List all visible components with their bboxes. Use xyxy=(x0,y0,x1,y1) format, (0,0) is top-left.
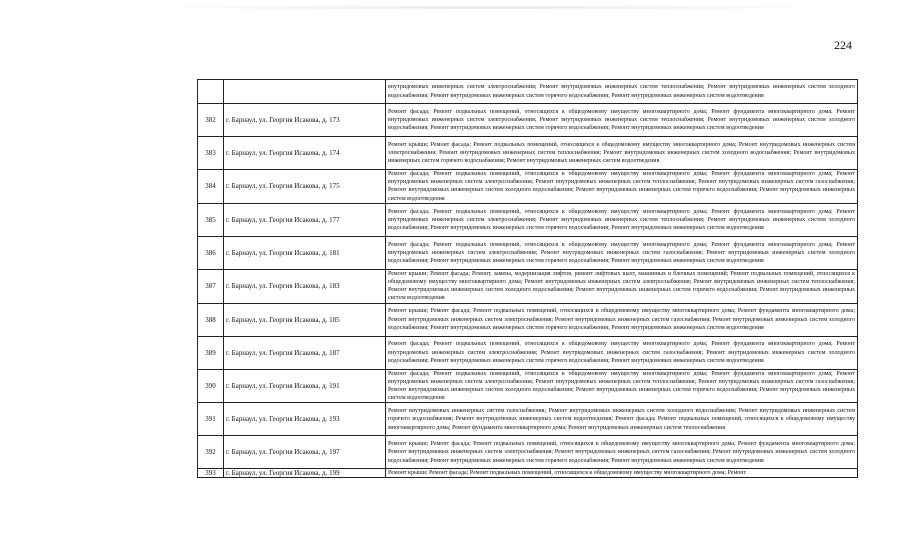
row-number: 385 xyxy=(198,203,224,236)
row-number: 390 xyxy=(198,369,224,403)
row-address xyxy=(224,80,386,104)
table-row xyxy=(198,170,858,204)
row-address: г. Барнаул, ул. Георгия Исакова, д. 181 xyxy=(224,236,386,269)
row-number: 387 xyxy=(198,269,224,303)
table-row xyxy=(198,336,858,369)
row-address: г. Барнаул, ул. Георгия Исакова, д. 175 xyxy=(224,170,386,204)
page-number: 224 xyxy=(834,38,852,52)
row-works: Ремонт фасада; Ремонт подвальных помещений, относящихся к общедомовому имуществу многоквартирного дома; Ремонт фундамента многоквартирного дома; Ремонт внутридомовых инженерных систем электроснабжения; Ремонт внутридомовых инженерных систем теплоснабжения; Ремонт внутридомовых инженерных систем газоснабжения; Ремонт внутридомовых инженерных систем холодного водоснабжения; Ремонт внутридомовых инженерных систем горячего водоснабжения; Ремонт внутридомовых инженерных систем водоотведения xyxy=(386,369,858,403)
row-works: Ремонт крыши; Ремонт фасада; Ремонт подвальных помещений, относящихся к общедомовому имуществу многоквартирного дома; Ремонт фундамента многоквартирного дома; Ремонт внутридомовых инженерных систем электроснабжения; Ремонт внутридомовых инженерных систем газоснабжения; Ремонт внутридомовых инженерных систем холодного водоснабжения; Ремонт внутридомовых инженерных систем горячего водоснабжения; Ремонт внутридомовых инженерных систем водоотведения xyxy=(386,303,858,336)
row-works: Ремонт крыши; Ремонт фасада; Ремонт подвальных помещений, относящихся к общедомовому имуществу многоквартирного дома; Ремонт фундамента многоквартирного дома; Ремонт внутридомовых инженерных систем электроснабжения; Ремонт внутридомовых инженерных систем газоснабжения; Ремонт внутридомовых инженерных систем холодного водоснабжения; Ремонт внутридомовых инженерных систем горячего водоснабжения; Ремонт внутридомовых инженерных систем водоотведения xyxy=(386,436,858,469)
row-address: г. Барнаул, ул. Георгия Исакова, д. 199 xyxy=(224,469,386,478)
row-number xyxy=(198,80,224,104)
row-works: Ремонт фасада; Ремонт подвальных помещений, относящихся к общедомовому имуществу многоквартирного дома; Ремонт фундамента многоквартирного дома; Ремонт внутридомовых инженерных систем электроснабжения; Ремонт внутридомовых инженерных систем газоснабжения; Ремонт внутридомовых инженерных систем холодного водоснабжения; Ремонт внутридомовых инженерных систем горячего водоснабжения; Ремонт внутридомовых инженерных систем водоотведения xyxy=(386,236,858,269)
row-address: г. Барнаул, ул. Георгия Исакова, д. 174 xyxy=(224,137,386,170)
row-address: г. Барнаул, ул. Георгия Исакова, д. 177 xyxy=(224,203,386,236)
row-number: 383 xyxy=(198,137,224,170)
row-works: Ремонт фасада; Ремонт подвальных помещений, относящихся к общедомовому имуществу многоквартирного дома; Ремонт фундамента многоквартирного дома; Ремонт внутридомовых инженерных систем электроснабжения; Ремонт внутридомовых инженерных систем газоснабжения; Ремонт внутридомовых инженерных систем холодного водоснабжения; Ремонт внутридомовых инженерных систем горячего водоснабжения; Ремонт внутридомовых инженерных систем водоотведения xyxy=(386,336,858,369)
row-number: 382 xyxy=(198,104,224,137)
row-works: Ремонт фасада; Ремонт подвальных помещений, относящихся к общедомовому имуществу многоквартирного дома; Ремонт фундамента многоквартирного дома; Ремонт внутридомовых инженерных систем электроснабжения; Ремонт внутридомовых инженерных систем теплоснабжения; Ремонт внутридомовых инженерных систем холодного водоснабжения; Ремонт внутридомовых инженерных систем горячего водоснабжения; Ремонт внутридомовых инженерных систем водоотведения xyxy=(386,203,858,236)
row-number: 388 xyxy=(198,303,224,336)
row-address: г. Барнаул, ул. Георгия Исакова, д. 183 xyxy=(224,269,386,303)
row-address: г. Барнаул, ул. Георгия Исакова, д. 191 xyxy=(224,369,386,403)
scan-artifact xyxy=(140,6,840,9)
row-works: Ремонт внутридомовых инженерных систем газоснабжения; Ремонт внутридомовых инженерных систем холодного водоснабжения; Ремонт внутридомовых инженерных систем горячего водоснабжения; Ремонт внутридомовых инженерных систем водоотведения; Ремонт фасада; Ремонт подвальных помещений, относящихся к общедомовому имуществу многоквартирного дома; Ремонт фундамента многоквартирного дома; Ремонт внутридомовых инженерных систем теплоснабжения xyxy=(386,403,858,436)
row-works: Ремонт фасада; Ремонт подвальных помещений, относящихся к общедомовому имуществу многоквартирного дома; Ремонт фундамента многоквартирного дома; Ремонт внутридомовых инженерных систем электроснабжения; Ремонт внутридомовых инженерных систем теплоснабжения; Ремонт внутридомовых инженерных систем газоснабжения; Ремонт внутридомовых инженерных систем холодного водоснабжения; Ремонт внутридомовых инженерных систем горячего водоснабжения; Ремонт внутридомовых инженерных систем водоотведения xyxy=(386,170,858,204)
row-number: 386 xyxy=(198,236,224,269)
table-row xyxy=(198,436,858,469)
row-number: 384 xyxy=(198,170,224,204)
table-row xyxy=(198,403,858,436)
row-works: Ремонт крыши; Ремонт фасада; Ремонт, замена, модернизация лифтов, ремонт лифтовых шахт, машинных и блочных помещений; Ремонт подвальных помещений, относящихся к общедомовому имуществу многоквартирного дома; Ремонт внутридомовых инженерных систем электроснабжения; Ремонт внутридомовых инженерных систем теплоснабжения; Ремонт внутридомовых инженерных систем холодного водоснабжения; Ремонт внутридомовых инженерных систем горячего водоснабжения; Ремонт внутридомовых инженерных систем водоотведения xyxy=(386,269,858,303)
row-address: г. Барнаул, ул. Георгия Исакова, д. 193 xyxy=(224,403,386,436)
row-number: 393 xyxy=(198,469,224,478)
row-number: 391 xyxy=(198,403,224,436)
row-works: Ремонт фасада; Ремонт подвальных помещений, относящихся к общедомовому имуществу многоквартирного дома; Ремонт фундамента многоквартирного дома; Ремонт внутридомовых инженерных систем электроснабжения; Ремонт внутридомовых инженерных систем теплоснабжения; Ремонт внутридомовых инженерных систем холодного водоснабжения; Ремонт внутридомовых инженерных систем горячего водоснабжения; Ремонт внутридомовых инженерных систем водоотведения xyxy=(386,104,858,137)
row-works: Ремонт крыши; Ремонт фасада; Ремонт подвальных помещений, относящихся к общедомовому имуществу многоквартирного дома; Ремонт внутридомовых инженерных систем электроснабжения; Ремонт внутридомовых инженерных систем теплоснабжения; Ремонт внутридомовых инженерных систем холодного водоснабжения; Ремонт внутридомовых инженерных систем горячего водоснабжения; Ремонт внутридомовых инженерных систем водоотведения xyxy=(386,137,858,170)
table-row xyxy=(198,303,858,336)
repair-works-table xyxy=(197,79,858,478)
table-row xyxy=(198,80,858,104)
row-address: г. Барнаул, ул. Георгия Исакова, д. 197 xyxy=(224,436,386,469)
row-number: 389 xyxy=(198,336,224,369)
row-address: г. Барнаул, ул. Георгия Исакова, д. 173 xyxy=(224,104,386,137)
table-row xyxy=(198,269,858,303)
table-row xyxy=(198,137,858,170)
row-address: г. Барнаул, ул. Георгия Исакова, д. 185 xyxy=(224,303,386,336)
row-works: внутридомовых инженерных систем электроснабжения; Ремонт внутридомовых инженерных систем теплоснабжения; Ремонт внутридомовых инженерных систем холодного водоснабжения; Ремонт внутридомовых инженерных систем горячего водоснабжения; Ремонт внутридомовых инженерных систем водоотведения xyxy=(386,80,858,104)
table-row xyxy=(198,469,858,478)
table-row xyxy=(198,236,858,269)
table-row xyxy=(198,203,858,236)
row-address: г. Барнаул, ул. Георгия Исакова, д. 187 xyxy=(224,336,386,369)
table-row xyxy=(198,369,858,403)
table-row xyxy=(198,104,858,137)
row-number: 392 xyxy=(198,436,224,469)
row-works: Ремонт крыши; Ремонт фасада; Ремонт подвальных помещений, относящихся к общедомовому имуществу многоквартирного дома; Ремонт xyxy=(386,469,858,478)
